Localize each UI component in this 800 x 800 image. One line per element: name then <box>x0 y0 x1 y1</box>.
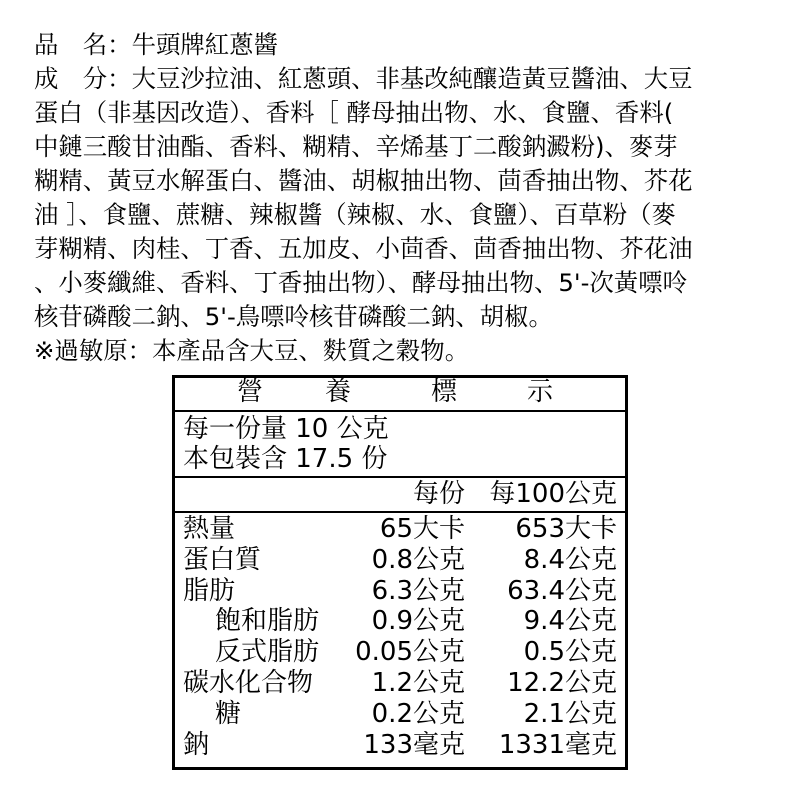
ingredients-line: 芽糊精、肉桂、丁香、五加皮、小茴香、茴香抽出物、芥花油 <box>34 234 693 263</box>
nutrient-per-100g: 12.2公克 <box>507 668 617 698</box>
nutrition-facts-table <box>172 375 628 770</box>
title-char: 標 <box>431 377 458 407</box>
column-header-per-100g: 每100公克 <box>489 479 617 509</box>
title-char: 養 <box>325 377 352 407</box>
nutrient-per-serving: 0.9公克 <box>371 606 465 637</box>
nutrient-row <box>175 699 625 730</box>
nutrient-name: 糖 <box>215 698 242 729</box>
nutrient-per-serving: 6.3公克 <box>371 575 465 606</box>
nutrient-row <box>175 514 625 545</box>
ingredients-line: 蛋白（非基因改造）、香料［ 酵母抽出物、水、食鹽、香料( <box>34 98 674 127</box>
title-char: 營 <box>237 377 264 407</box>
nutrient-row <box>175 576 625 607</box>
title-char: 示 <box>527 377 554 407</box>
nutrient-row <box>175 545 625 576</box>
serving-info <box>175 412 625 478</box>
serving-size: 每一份量 10 公克 <box>183 414 389 444</box>
nutrition-title <box>175 378 625 412</box>
ingredients-line: 糊精、黃豆水解蛋白、醬油、胡椒抽出物、茴香抽出物、芥花 <box>34 166 693 195</box>
nutrient-name: 熱量 <box>183 514 236 544</box>
nutrient-name: 脂肪 <box>183 575 236 606</box>
nutrient-per-serving: 133毫克 <box>363 729 465 760</box>
nutrient-per-100g: 1331毫克 <box>498 729 617 760</box>
ingredients-line: 核苷磷酸二鈉、5'-鳥嘌呤核苷磷酸二鈉、胡椒。 <box>34 302 553 331</box>
nutrient-per-serving: 1.2公克 <box>371 668 465 698</box>
nutrient-per-serving: 0.05公克 <box>355 637 465 668</box>
nutrient-name: 反式脂肪 <box>215 637 320 668</box>
nutrient-row <box>175 730 625 761</box>
nutrient-row <box>175 668 625 699</box>
column-headers <box>175 478 625 513</box>
nutrient-row <box>175 606 625 637</box>
nutrient-name: 蛋白質 <box>183 544 262 575</box>
nutrient-per-100g: 63.4公克 <box>507 575 617 606</box>
column-header-per-serving: 每份 <box>412 479 465 509</box>
ingredients-line: 中鏈三酸甘油酯、香料、糊精、辛烯基丁二酸鈉澱粉)、麥芽 <box>34 132 678 161</box>
nutrient-name: 鈉 <box>183 729 210 760</box>
nutrient-per-100g: 2.1公克 <box>523 698 617 729</box>
product-name-line: 品 名：牛頭牌紅蔥醬 <box>34 30 278 59</box>
nutrient-row <box>175 637 625 668</box>
nutrient-per-100g: 8.4公克 <box>523 544 617 575</box>
allergen-line: ※過敏原：本產品含大豆、麩質之穀物。 <box>34 336 470 365</box>
nutrient-name: 碳水化合物 <box>183 668 314 698</box>
nutrient-per-serving: 65大卡 <box>379 514 465 544</box>
nutrient-name: 飽和脂肪 <box>215 606 320 637</box>
nutrient-per-100g: 653大卡 <box>515 514 617 544</box>
ingredients-line: 油 ］、食鹽、蔗糖、辣椒醬（辣椒、水、食鹽）、百草粉（麥 <box>34 200 676 229</box>
ingredients-line: 、小麥纖維、香料、丁香抽出物）、酵母抽出物、5'-次黃嘌呤 <box>34 268 687 297</box>
ingredients-line: 成 分：大豆沙拉油、紅蔥頭、非基改純釀造黃豆醬油、大豆 <box>34 64 693 93</box>
nutrient-per-100g: 0.5公克 <box>523 637 617 668</box>
nutrient-per-serving: 0.2公克 <box>371 698 465 729</box>
ingredients-text-block <box>34 28 774 368</box>
nutrient-per-serving: 0.8公克 <box>371 544 465 575</box>
nutrient-per-100g: 9.4公克 <box>523 606 617 637</box>
servings-per-package: 本包裝含 17.5 份 <box>183 444 388 474</box>
